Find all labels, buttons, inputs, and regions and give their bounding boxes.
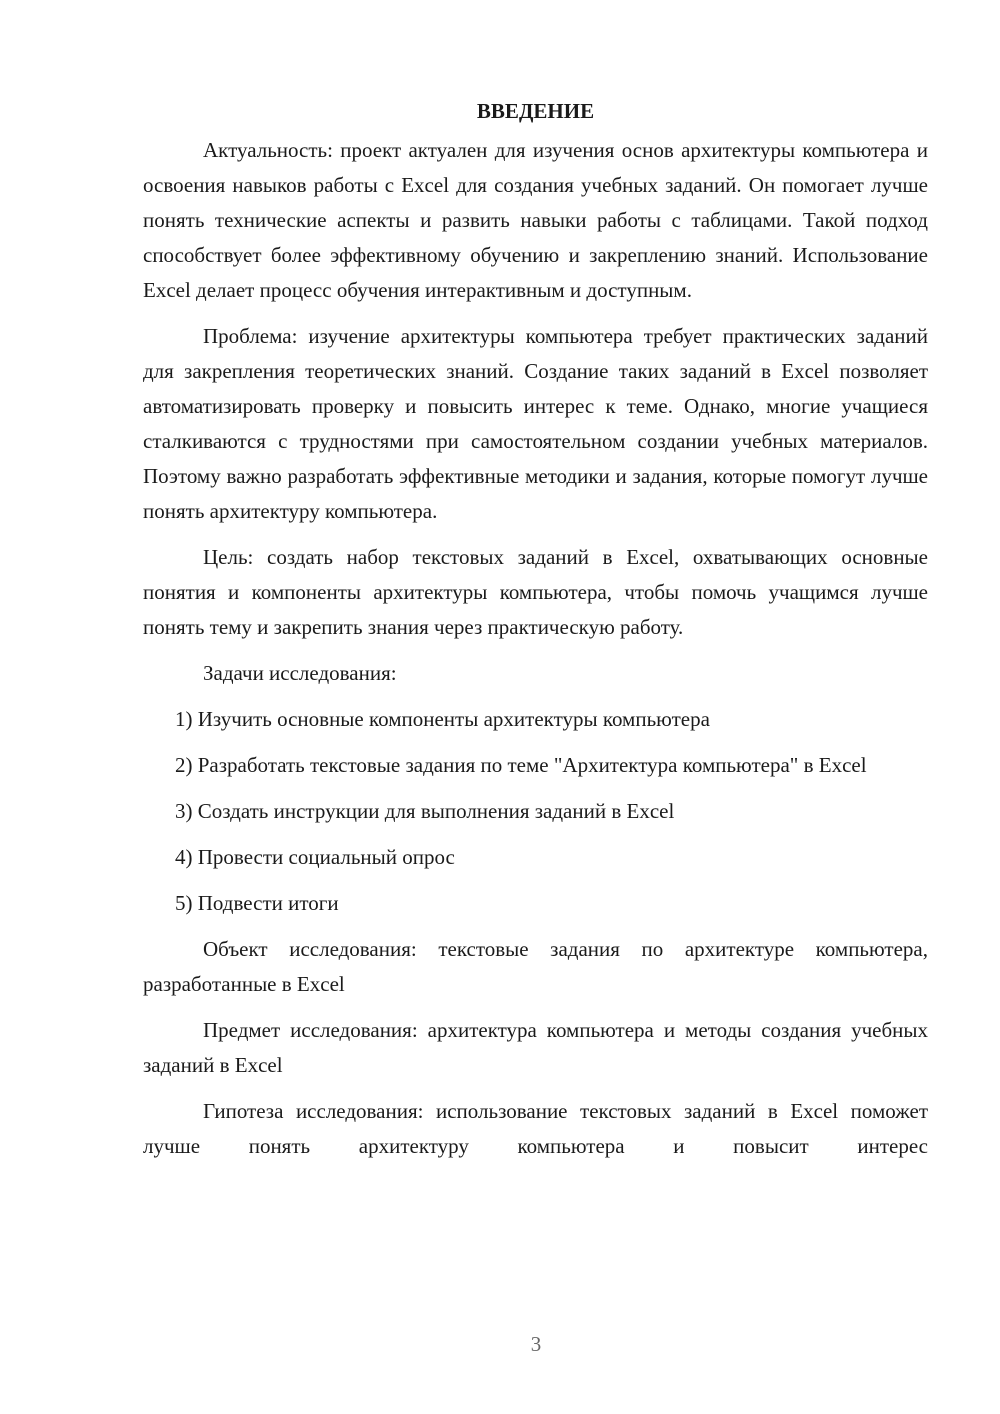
problem-paragraph: Проблема: изучение архитектуры компьютера требует практических заданий для закрепления теоретических знаний. Создание таких заданий в Excel позволяет автоматизировать проверку и повысить интерес к теме. Однако, многие учащиеся сталкиваются с трудностями при самостоятельном создании учебных материалов. Поэтому важно разработать эффективные методики и задания, которые помогут лучше понять архитектуру компьютера. [143, 324, 928, 523]
task-item-2: 2) Разработать текстовые задания по теме "Архитектура компьютера" в Excel [175, 753, 867, 777]
subject-paragraph: Предмет исследования: архитектура компьютера и методы создания учебных заданий в Excel [143, 1018, 928, 1077]
task-item-3: 3) Создать инструкции для выполнения заданий в Excel [175, 799, 675, 823]
relevance-paragraph: Актуальность: проект актуален для изучения основ архитектуры компьютера и освоения навыков работы с Excel для создания учебных заданий. Он помогает лучше понять технические аспекты и развить навыки работы с таблицами. Такой подход способствует более эффективному обучению и закреплению знаний. Использование Excel делает процесс обучения интерактивным и доступным. [143, 138, 928, 302]
page-number: 3 [530, 1332, 542, 1356]
task-item-4: 4) Провести социальный опрос [175, 845, 455, 869]
hypothesis-paragraph: Гипотеза исследования: использование текстовых заданий в Excel поможет лучше понять архитектуру компьютера и повысит интерес [143, 1099, 928, 1158]
section-title: ВВЕДЕНИЕ [476, 99, 595, 123]
tasks-heading: Задачи исследования: [203, 661, 397, 685]
task-item-1: 1) Изучить основные компоненты архитектуры компьютера [175, 707, 710, 731]
object-paragraph: Объект исследования: текстовые задания по архитектуре компьютера, разработанные в Excel [143, 937, 928, 996]
document-page [143, 94, 928, 1175]
task-item-5: 5) Подвести итоги [175, 891, 339, 915]
goal-paragraph: Цель: создать набор текстовых заданий в Excel, охватывающих основные понятия и компоненты архитектуры компьютера, чтобы помочь учащимся лучше понять тему и закрепить знания через практическую работу. [143, 545, 928, 639]
